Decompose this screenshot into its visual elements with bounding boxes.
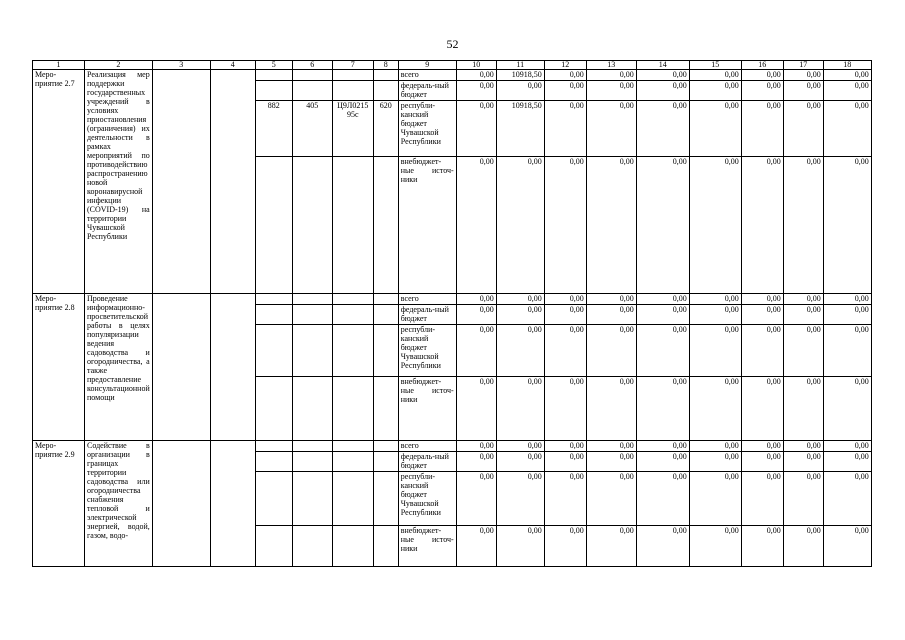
- col-header: 4: [210, 61, 255, 70]
- col-header: 7: [332, 61, 373, 70]
- col-header: 2: [85, 61, 153, 70]
- col-header: 14: [636, 61, 689, 70]
- col-header: 13: [586, 61, 636, 70]
- source-label: республи-канский бюджет Чувашской Республики: [398, 101, 456, 157]
- program-table: [32, 60, 872, 567]
- measure-name: Реализация мер поддержки государственных учреждений в условиях приостановления (ограничения) их деятельности в рамках мероприятий по противодействию распространению новой коронавирусной инфекции (COVID-19) на территории Чувашской Республики: [85, 70, 153, 294]
- col-header: 8: [373, 61, 398, 70]
- col-header: 15: [689, 61, 741, 70]
- source-label: внебюджет-ные источ-ники: [398, 157, 456, 294]
- table-row: внебюджет-ные источ-ники 0,00 0,00 0,00 0,00 0,00 0,00 0,00 0,00 0,00: [33, 377, 872, 441]
- measure-label: Меро-приятие 2.7: [33, 70, 85, 294]
- col-header: 5: [255, 61, 292, 70]
- table-row: Меро-приятие 2.7 Реализация мер поддержки государственных учреждений в условиях приостановления (ограничения) их деятельности в рамках мероприятий по противодействию распространению новой коронавирусной инфекции (COVID-19) на территории Чувашской Республики всего 0,00 10918,50 0,00 0,00 0,00 0,00 0,00 0,00 0,00: [33, 70, 872, 81]
- table-row: внебюджет-ные источ-ники 0,00 0,00 0,00 0,00 0,00 0,00 0,00 0,00 0,00: [33, 157, 872, 294]
- table-row: федераль-ный бюджет 0,00 0,00 0,00 0,00 0,00 0,00 0,00 0,00 0,00: [33, 81, 872, 101]
- col-header: 17: [783, 61, 823, 70]
- col-header: 1: [33, 61, 85, 70]
- source-label: внебюджет-ные источ-ники: [398, 526, 456, 567]
- source-label: федераль-ный бюджет: [398, 305, 456, 325]
- table-row: федераль-ный бюджет 0,00 0,00 0,00 0,00 0,00 0,00 0,00 0,00 0,00: [33, 452, 872, 472]
- table-row: 882 405 Ц9Л0215 95с 620 республи-канский бюджет Чувашской Республики 0,00 10918,50 0,00 0,00 0,00 0,00 0,00 0,00 0,00: [33, 101, 872, 157]
- col-header: 12: [544, 61, 586, 70]
- measure-name: Проведение информационно-просветительской работы в целях популяризации ведения садоводства и огородничества, а также предоставление консультационной помощи: [85, 294, 153, 441]
- source-label: республи-канский бюджет Чувашской Республики: [398, 325, 456, 377]
- table-row: внебюджет-ные источ-ники 0,00 0,00 0,00 0,00 0,00 0,00 0,00 0,00 0,00: [33, 526, 872, 567]
- col-header: 11: [496, 61, 544, 70]
- table-row: федераль-ный бюджет 0,00 0,00 0,00 0,00 0,00 0,00 0,00 0,00 0,00: [33, 305, 872, 325]
- measure-label: Меро-приятие 2.9: [33, 441, 85, 567]
- code-cell: 620: [373, 101, 398, 157]
- measure-label: Меро-приятие 2.8: [33, 294, 85, 441]
- table-row: Меро-приятие 2.8 Проведение информационно-просветительской работы в целях популяризации ведения садоводства и огородничества, а также предоставление консультационной помощи всего 0,00 0,00 0,00 0,00 0,00 0,00 0,00 0,00 0,00: [33, 294, 872, 305]
- measure-name: Содействие в организации в границах территории садоводства или огородничества снабжения тепловой и электрической энергией, водой, газом, водо-: [85, 441, 153, 567]
- col-header: 18: [823, 61, 871, 70]
- source-label: всего: [398, 70, 456, 81]
- col-header: 10: [456, 61, 496, 70]
- code-cell: 882: [255, 101, 292, 157]
- source-label: федераль-ный бюджет: [398, 452, 456, 472]
- col-header: 9: [398, 61, 456, 70]
- source-label: республи-канский бюджет Чувашской Республики: [398, 472, 456, 526]
- col-header: 16: [741, 61, 783, 70]
- table-row: Меро-приятие 2.9 Содействие в организации в границах территории садоводства или огородничества снабжения тепловой и электрической энергией, водой, газом, водо- всего 0,00 0,00 0,00 0,00 0,00 0,00 0,00 0,00 0,00: [33, 441, 872, 452]
- source-label: внебюджет-ные источ-ники: [398, 377, 456, 441]
- source-label: всего: [398, 294, 456, 305]
- col-header: 3: [152, 61, 210, 70]
- page-number: 52: [446, 37, 459, 51]
- source-label: всего: [398, 441, 456, 452]
- col-header: 6: [292, 61, 332, 70]
- code-cell: 405: [292, 101, 332, 157]
- header-row: [33, 61, 872, 70]
- code-cell: Ц9Л0215 95с: [332, 101, 373, 157]
- source-label: федераль-ный бюджет: [398, 81, 456, 101]
- table-row: республи-канский бюджет Чувашской Республики 0,00 0,00 0,00 0,00 0,00 0,00 0,00 0,00 0,00: [33, 472, 872, 526]
- table-row: республи-канский бюджет Чувашской Республики 0,00 0,00 0,00 0,00 0,00 0,00 0,00 0,00 0,00: [33, 325, 872, 377]
